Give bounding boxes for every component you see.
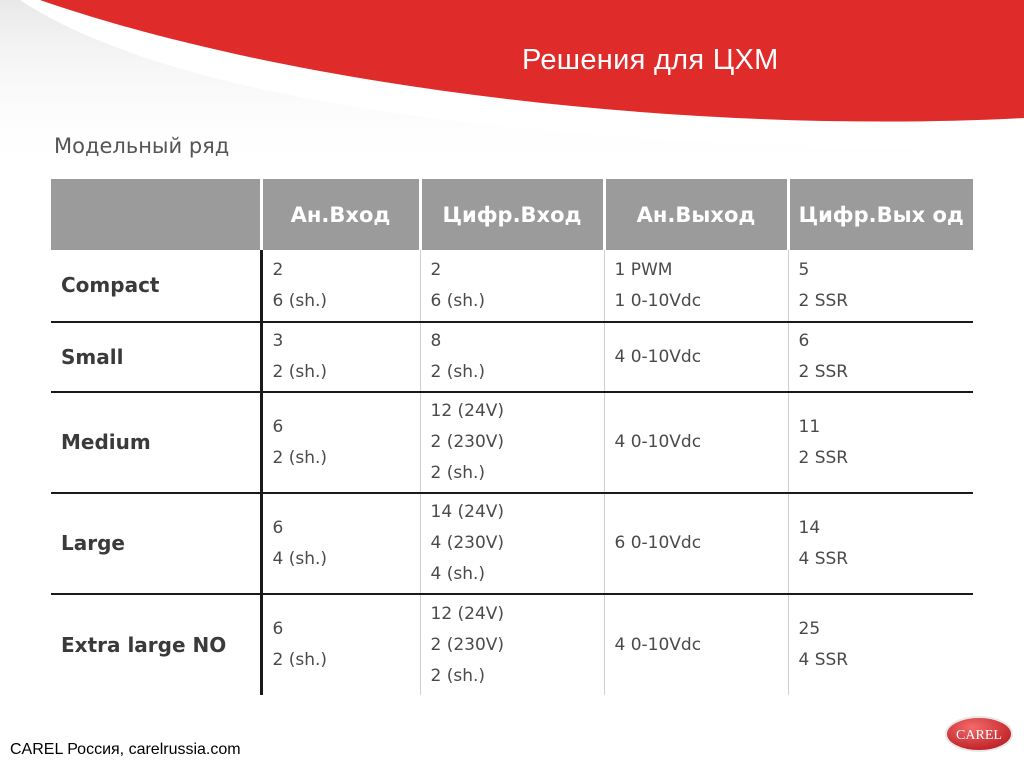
cell-digital-in [420,594,604,695]
cell-line: 6 [798,331,810,351]
table-row [51,322,973,392]
cell-line: 12 (24V) [430,401,505,421]
table-row [51,392,973,493]
cell-line: 3 [272,331,284,351]
slide-title: Решения для ЦХМ [522,44,779,76]
cell-analog-in [261,594,420,695]
cell-line: 14 (24V) [430,502,505,522]
cell-line: 6 (sh.) [272,290,328,311]
cell-line: 4 (sh.) [430,564,486,584]
cell-line: 6 [272,416,284,437]
cell-line: 4 SSR [798,650,849,670]
header-cell-digital-in: Цифр.Вход [420,179,604,250]
table-header-row [51,179,973,250]
cell-line: 4 0-10Vdc [614,346,702,367]
row-model-name: Extra large NO [51,594,261,695]
cell-digital-in [420,493,604,594]
cell-line: 11 [798,416,821,437]
cell-line: 5 [798,259,810,280]
cell-line: 2 SSR [798,447,849,468]
cell-line: 2 [272,259,284,280]
footer-text: CAREL Россия, carelrussia.com [10,741,241,758]
row-model-name: Large [51,493,261,594]
cell-line: 2 (sh.) [272,650,328,670]
table-row [51,594,973,695]
row-model-name: Medium [51,392,261,493]
cell-analog-out [604,322,788,392]
cell-analog-out [604,250,788,322]
cell-line: 6 0-10Vdc [614,533,702,553]
header-cell-analog-out: Ан.Выход [604,179,788,250]
cell-digital-out [788,594,973,695]
cell-line: 1 0-10Vdc [614,290,702,311]
header-cell-analog-in: Ан.Вход [261,179,420,250]
cell-analog-out [604,392,788,493]
subtitle: Модельный ряд [54,134,230,158]
cell-analog-in [261,392,420,493]
header-digital-out-label: Цифр.Вых од [798,202,964,227]
model-table [51,179,973,695]
cell-line: 6 (sh.) [430,290,486,311]
cell-line: 6 [272,619,284,639]
cell-line: 2 [430,259,442,280]
cell-line: 4 0-10Vdc [614,432,702,452]
cell-line: 2 (sh.) [430,362,486,382]
cell-line: 2 SSR [798,362,849,382]
row-model-name: Small [51,322,261,392]
cell-line: 2 (sh.) [272,362,328,382]
cell-line: 1 PWM [614,259,673,280]
cell-line: 4 0-10Vdc [614,634,702,655]
cell-digital-out [788,322,973,392]
logo-graphic [944,714,1014,754]
cell-digital-in [420,250,604,322]
row-model-name: Compact [51,250,261,322]
cell-line: 8 [430,331,442,351]
carel-logo-icon [944,714,1014,754]
cell-analog-in [261,322,420,392]
cell-digital-in [420,392,604,493]
cell-line: 2 SSR [798,290,849,311]
cell-analog-in [261,493,420,594]
cell-line: 4 (230V) [430,533,505,553]
cell-line: 2 (230V) [430,634,505,655]
cell-line: 4 SSR [798,548,849,569]
cell-digital-out [788,250,973,322]
header-cell-model [51,179,261,250]
cell-digital-out [788,493,973,594]
cell-line: 14 [798,517,821,538]
cell-analog-out [604,594,788,695]
cell-line: 2 (sh.) [430,665,486,686]
cell-digital-in [420,322,604,392]
cell-line: 2 (sh.) [430,463,486,483]
cell-analog-out [604,493,788,594]
logo-text: CAREL [956,728,1002,743]
table-row [51,250,973,322]
cell-line: 12 (24V) [430,603,505,624]
header-cell-digital-out [788,179,973,250]
cell-line: 4 (sh.) [272,548,328,569]
cell-line: 2 (sh.) [272,447,328,468]
cell-line: 6 [272,517,284,538]
cell-digital-out [788,392,973,493]
cell-line: 2 (230V) [430,432,505,452]
cell-analog-in [261,250,420,322]
cell-line: 25 [798,619,821,639]
table-row [51,493,973,594]
